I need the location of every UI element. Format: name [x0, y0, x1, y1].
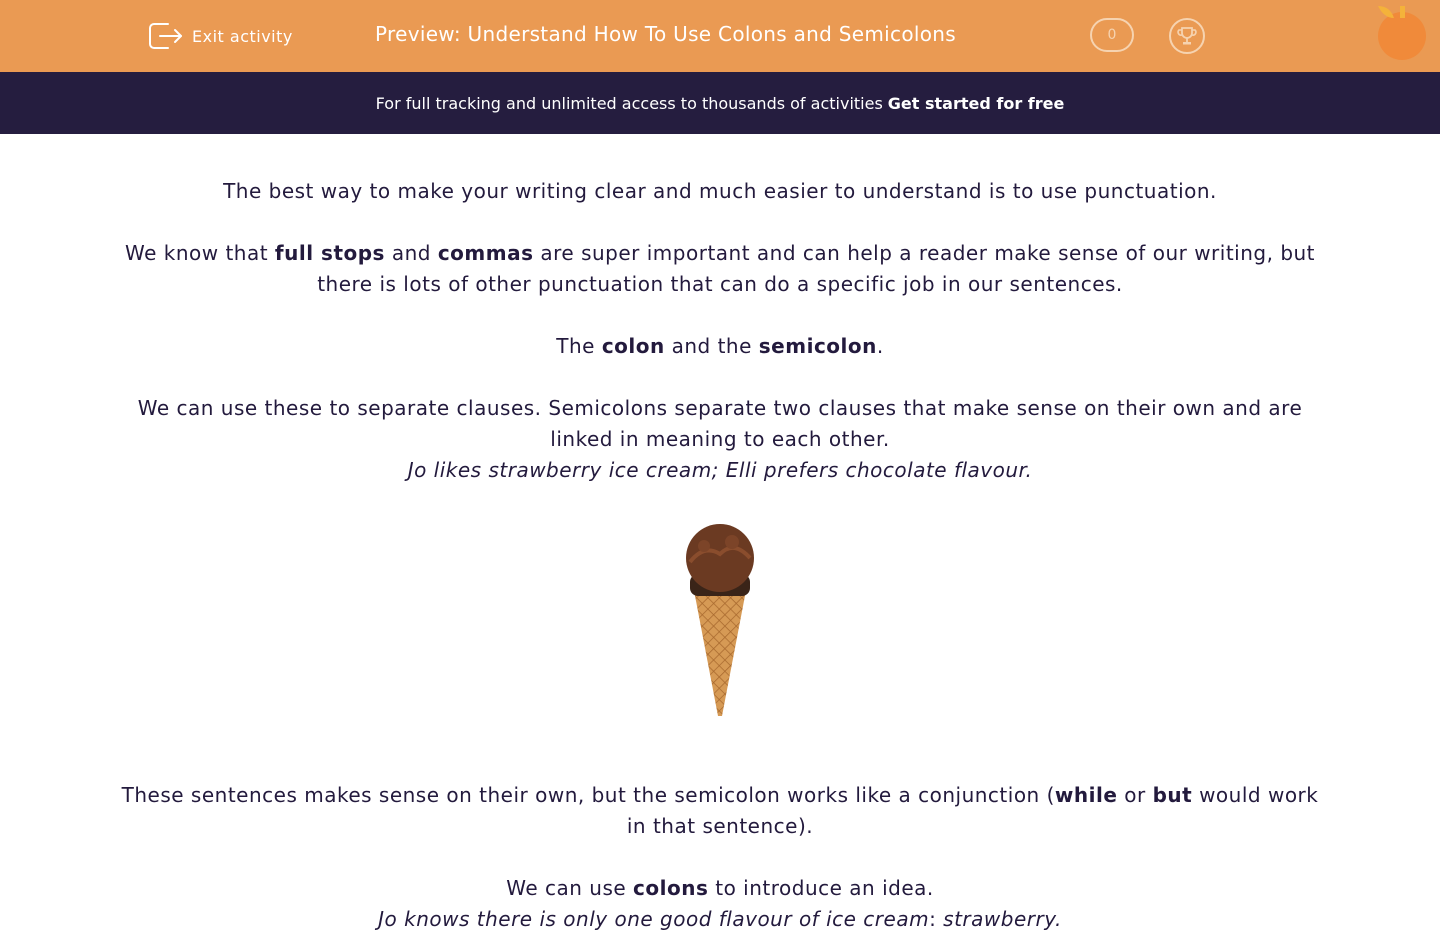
semicolon-explanation: We can use these to separate clauses. Semicolons separate two clauses that make sense on their own and are linked in meaning to each other.: [137, 396, 1303, 451]
keyword-commas: commas: [437, 241, 534, 265]
image-container: [120, 486, 1320, 780]
trophy-button[interactable]: [1169, 18, 1205, 54]
keyword-but: but: [1152, 783, 1193, 807]
example-text: Jo likes strawberry ice cream; Elli prefers chocolate flavour.: [407, 458, 1033, 482]
score-badge: 0: [1090, 18, 1134, 52]
text: The: [556, 334, 595, 358]
ice-cream-cone: [674, 518, 766, 718]
semicolon-example: [120, 455, 1320, 486]
exit-activity-label: Exit activity: [192, 26, 293, 46]
top-bar: [0, 0, 1440, 72]
colon-semicolon-paragraph: [120, 331, 1320, 362]
example-text: strawberry.: [943, 907, 1062, 931]
example-text: Jo knows there is only one good flavour of ice cream: [378, 907, 930, 931]
spacer: [120, 842, 1320, 873]
page-title: Preview: Understand How To Use Colons and Semicolons: [375, 22, 956, 46]
text: and: [391, 241, 431, 265]
text: We can use: [506, 876, 627, 900]
text: These sentences makes sense on their own, but the semicolon works like a conjunction (: [121, 783, 1055, 807]
colon-example: [120, 904, 1320, 935]
orange-logo: [1372, 4, 1432, 62]
exit-activity-button[interactable]: [148, 20, 293, 52]
text: to introduce an idea.: [715, 876, 934, 900]
colon-explanation: [120, 873, 1320, 904]
text: would work in that sentence).: [626, 783, 1319, 838]
lesson-content: [120, 176, 1320, 935]
intro-paragraph: The best way to make your writing clear and much easier to understand is to use punctuation.: [223, 179, 1217, 203]
signup-banner: [0, 72, 1440, 134]
banner-text: For full tracking and unlimited access to thousands of activities: [375, 93, 883, 113]
example-colon: :: [929, 907, 937, 931]
trophy-icon: [1176, 25, 1198, 47]
keyword-full-stops: full stops: [274, 241, 385, 265]
text: .: [876, 334, 884, 358]
text: or: [1124, 783, 1146, 807]
full-stops-paragraph: [120, 238, 1320, 300]
text: are super important and can help a reader make sense of our writing, but there is lots of other punctuation that can do a specific job in our sentences.: [317, 241, 1316, 296]
keyword-semicolon: semicolon: [758, 334, 877, 358]
keyword-colons: colons: [633, 876, 709, 900]
text: We know that: [124, 241, 269, 265]
get-started-link[interactable]: Get started for free: [887, 93, 1065, 113]
keyword-colon: colon: [601, 334, 665, 358]
keyword-while: while: [1054, 783, 1118, 807]
conjunction-line: [120, 780, 1320, 842]
text: and the: [671, 334, 752, 358]
exit-icon: [148, 20, 184, 52]
